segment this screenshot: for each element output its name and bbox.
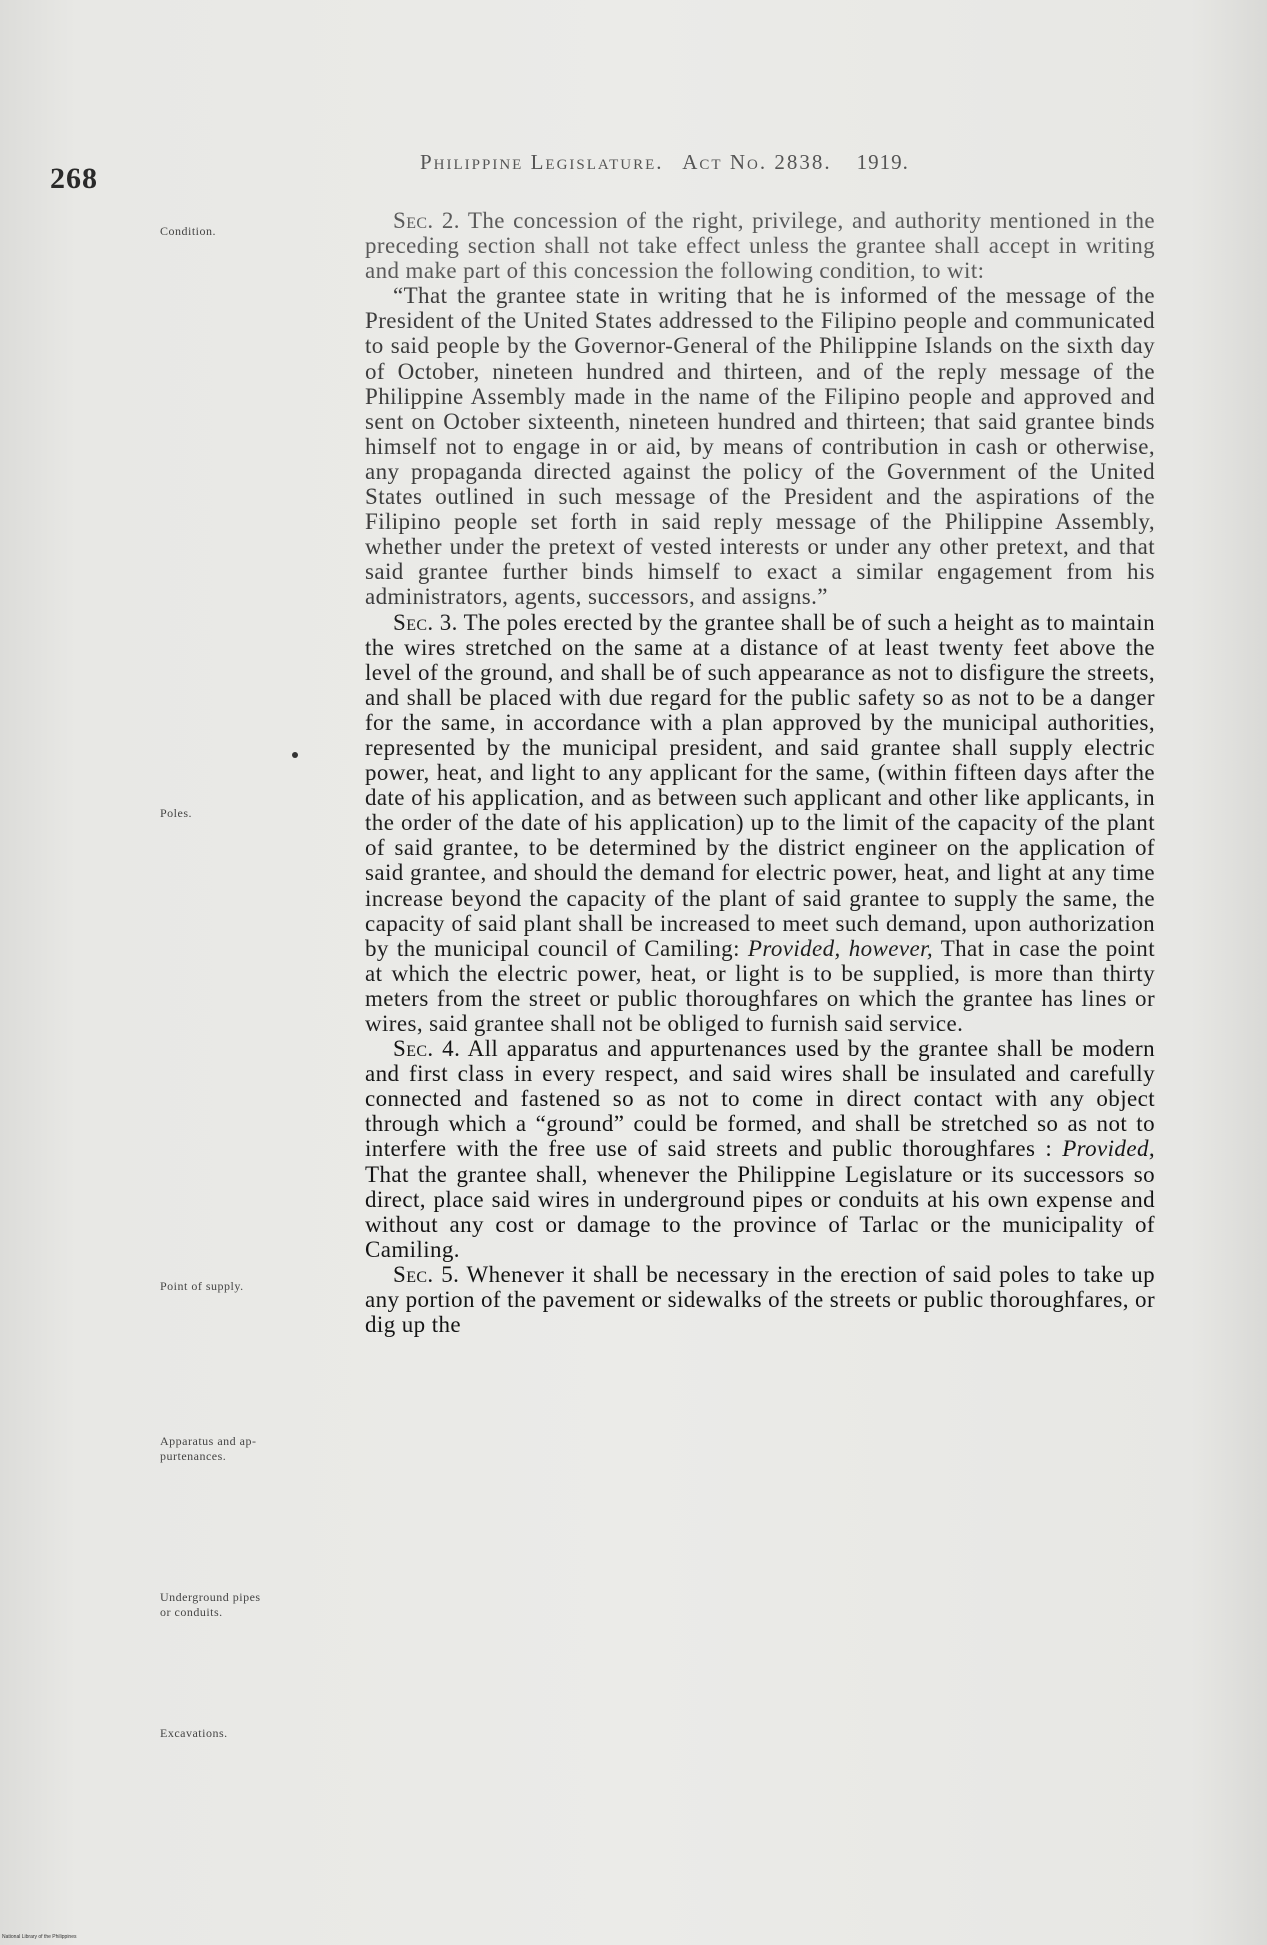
section-4-text-b: That the grantee shall, whenever the Philippine Legislature or its successors so direct, place said wires in underground pipes or conduits at his own expense and without any cost or damage to the province of Tarlac or the municipality of Camiling.: [365, 1161, 1155, 1262]
margin-note-apparatus-line-1: Apparatus and ap-: [160, 1434, 257, 1448]
section-3-proviso: Provided, however,: [747, 935, 934, 961]
margin-note-excavations: Excavations.: [160, 1726, 228, 1740]
section-3-text-a: The poles erected by the grantee shall be of such a height as to maintain the wires stretched on the same at a distance of at least twenty feet above the level of the ground, and shall be of such appearance as not to disfigure the streets, and shall be placed with due regard for the public safety so as not to be a danger for the same, in accordance with a plan approved by the municipal authorities, represented by the municipal president, and said grantee shall supply electric power, heat, and light to any applicant for the same, (within fifteen days after the date of his application, and as between such applicant and other like applicants, in the order of the date of his application) up to the limit of the capacity of the plant of said grantee, to be determined by the district engineer on the application of said grantee, and should the demand for electric power, heat, and light at any time increase beyond the capacity of the plant of said grantee to supply the same, the capacity of said plant shall be increased to meet such demand, upon authorization by the municipal council of Camiling:: [365, 609, 1155, 961]
section-3-label: Sec. 3.: [393, 609, 458, 635]
margin-note-apparatus-line-2: purtenances.: [160, 1449, 227, 1463]
section-2-label: Sec. 2.: [393, 208, 460, 233]
section-2-quote: “That the grantee state in writing that he is informed of the message of the President of the United States addressed to the Filipino people and communicated to said people by the Governor-General of the Philippine Islands on the sixth day of October, nineteen hundred and thirteen, and of the reply message of the Philippine Assembly made in the name of the Filipino people and approved and sent on October sixteenth, nineteen hundred and thirteen; that said grantee binds himself not to engage in or aid, by means of contribution in cash or otherwise, any propaganda directed against the policy of the Government of the United States outlined in such message of the President and the aspirations of the Filipino people set forth in said reply message of the Philippine Assembly, whether under the pretext of vested interests or under any other pretext, and that said grantee further binds himself to exact a similar engagement from his administrators, agents, successors, and assigns.”: [365, 283, 1155, 610]
running-head-year: 1919.: [856, 150, 909, 174]
running-head-title: Philippine Legislature.: [420, 150, 664, 174]
section-5-text: Whenever it shall be necessary in the erection of said poles to take up any portion of the pavement or sidewalks of the streets or public thoroughfares, or dig up the: [365, 1261, 1155, 1338]
section-2-intro-text: The concession of the right, privilege, and authority mentioned in the preceding section shall not take effect unless the grantee shall accept in writing and make part of this concession the following condition, to wit:: [365, 208, 1155, 284]
section-4-label: Sec. 4.: [393, 1036, 461, 1062]
section-5: [365, 1262, 1155, 1337]
section-3-text-b: That in case the point at which the electric power, heat, or light is to be supplied, is more than thirty meters from the street or public thoroughfares on which the grantee has lines or wires, said grantee shall not be obliged to furnish said service.: [365, 935, 1155, 1036]
footer-tag: National Library of the Philippines: [2, 1934, 77, 1940]
page-number: 268: [50, 162, 98, 195]
margin-note-underground-line-1: Underground pipes: [160, 1590, 261, 1604]
section-4: [365, 1036, 1155, 1262]
margin-note-underground-line-2: or conduits.: [160, 1605, 223, 1619]
ink-speck: [292, 752, 298, 758]
section-4-proviso: Provided,: [1062, 1136, 1155, 1162]
margin-note-point-of-supply: Point of supply.: [160, 1279, 244, 1293]
section-5-label: Sec. 5.: [393, 1261, 460, 1287]
margin-note-condition: Condition.: [160, 224, 217, 238]
section-3: [365, 610, 1155, 1037]
margin-note-poles: Poles.: [160, 806, 193, 820]
running-head: [420, 150, 909, 175]
margin-note-underground: [160, 1590, 390, 1620]
body-text: [365, 208, 1155, 1337]
running-head-act: Act No. 2838.: [682, 150, 832, 174]
section-2-intro: [365, 208, 1155, 283]
margin-note-apparatus: [160, 1434, 390, 1464]
section-4-text-a: All apparatus and appurtenances used by the grantee shall be modern and first class in every respect, and said wires shall be insulated and carefully connected and fastened so as not to come in direct contact with any object through which a “ground” could be formed, and shall be stretched so as not to interfere with the free use of said streets and public thoroughfares :: [365, 1036, 1156, 1162]
